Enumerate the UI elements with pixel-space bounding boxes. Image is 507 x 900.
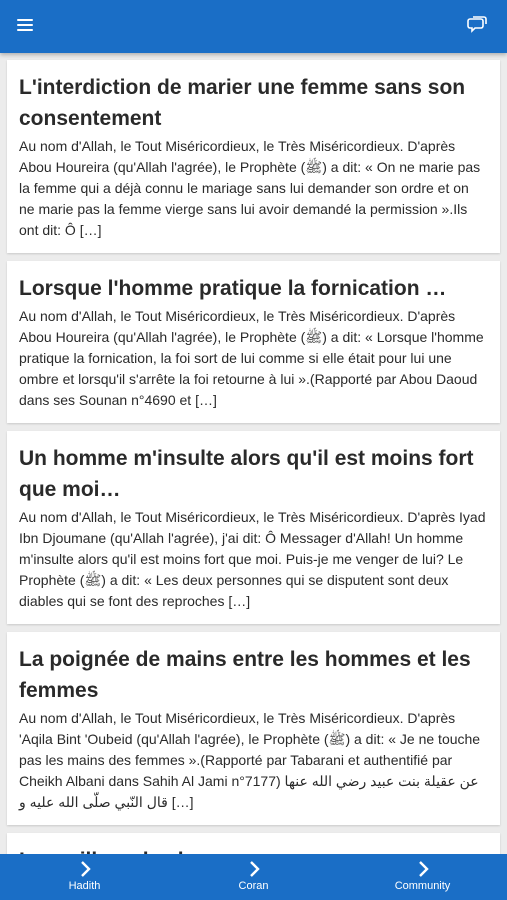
bottom-navigation (0, 854, 507, 900)
article-excerpt: Au nom d'Allah, le Tout Miséricordieux, le Très Miséricordieux. D'après 'Aqila Bint 'Oubeid (qu'Allah l'agrée), le Prophète (ﷺ) a dit: « Je ne touche pas les mains des femmes ».(Rapporté par Tabarani et authentifié par Cheikh Albani dans Sahih Al Jami n°7177) عن عقيلة بنت عبيد رضي الله عنها قال النّبي صلّى الله عليه و […] (19, 710, 481, 810)
article-excerpt: Au nom d'Allah, le Tout Miséricordieux, le Très Miséricordieux. D'après Abou Houreira (qu'Allah l'agrée), le Prophète (ﷺ) a dit: « On ne marie pas la femme qui a déjà connu le mariage sans lui demander son ordre et on ne marie pas la femme vierge sans lui avoir demandé la permission ».Ils ont dit: Ô […] (19, 138, 481, 238)
article-excerpt: Au nom d'Allah, le Tout Miséricordieux, le Très Miséricordieux. D'après Abou Houreira (qu'Allah l'agrée), le Prophète (ﷺ) a dit: « Lorsque l'homme pratique la fornication, la foi sort de lui comme si elle était pour lui une ombre et lorsqu'il s'arrête la foi retourne à lui ».(Rapporté par Abou Daoud dans ses Sounan n°4690 et […] (19, 308, 484, 408)
nav-label: Coran (238, 880, 269, 892)
article-title[interactable]: L'interdiction de marier une femme sans son consentement (19, 76, 466, 130)
article-title[interactable]: Un homme m'insulte alors qu'il est moins fort que moi… (19, 447, 474, 501)
chevron-right-icon (246, 860, 262, 878)
menu-icon[interactable] (14, 16, 36, 38)
article-card[interactable] (7, 431, 500, 624)
nav-label: Hadith (68, 880, 101, 892)
nav-coran[interactable] (169, 854, 338, 900)
app-bar (0, 0, 507, 53)
article-title[interactable]: Lorsque l'homme pratique la fornication … (19, 277, 447, 300)
nav-label: Community (394, 880, 451, 892)
nav-community[interactable] (338, 854, 507, 900)
article-list (0, 53, 507, 854)
chevron-right-icon (415, 860, 431, 878)
article-title[interactable]: La poignée de mains entre les hommes et les femmes (19, 648, 471, 702)
chevron-right-icon (77, 860, 93, 878)
article-card[interactable] (7, 60, 500, 253)
nav-hadith[interactable] (0, 854, 169, 900)
article-card[interactable] (7, 632, 500, 825)
article-excerpt: Au nom d'Allah, le Tout Miséricordieux, le Très Miséricordieux. D'après Iyad Ibn Djoumane (qu'Allah l'agrée), j'ai dit: Ô Messager d'Allah! Un homme m'insulte alors qu'il est moins fort que moi. Puis-je me venger de lui? Le Prophète (ﷺ) a dit: « Les deux personnes qui se disputent sont deux diables qui se font des reproches […] (19, 509, 486, 609)
article-card[interactable] (7, 261, 500, 423)
chat-icon[interactable] (467, 15, 489, 37)
